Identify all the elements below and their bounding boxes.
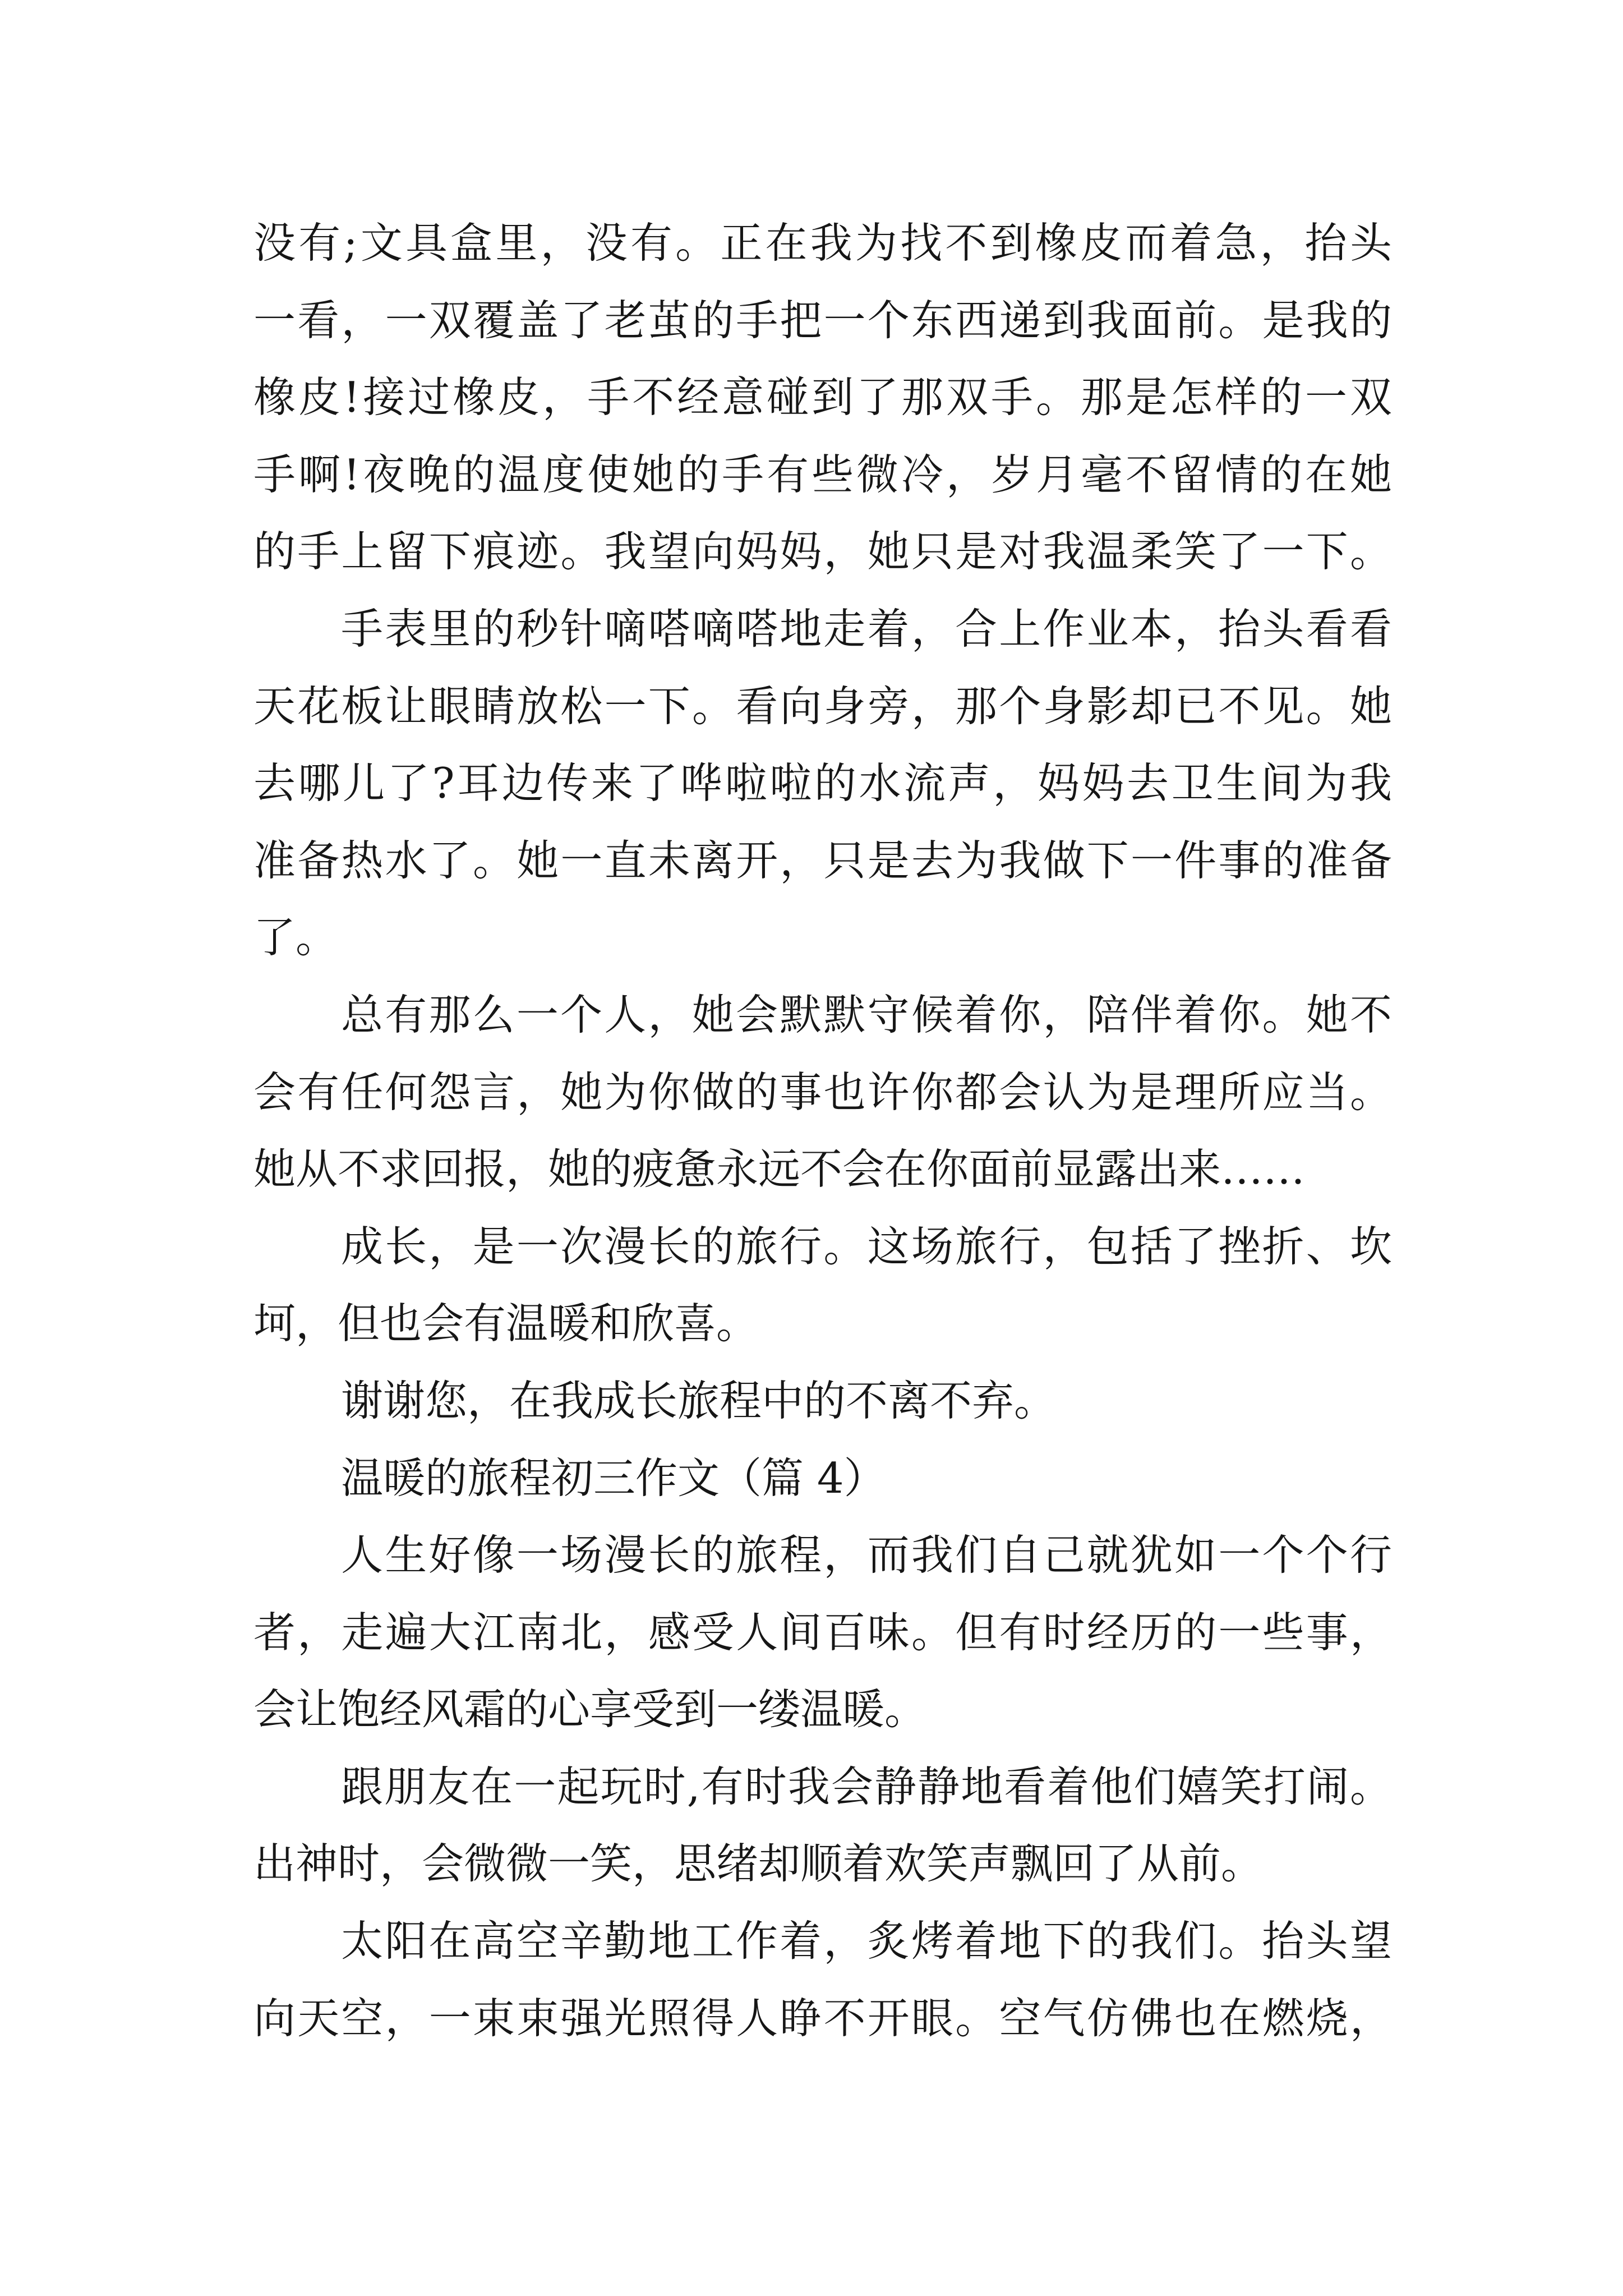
- text-line: 她从不求回报，她的疲惫永远不会在你面前显露出来……: [253, 1144, 1306, 1194]
- text-line: 天花板让眼睛放松一下。看向身旁，那个身影却已不见。她: [253, 681, 1392, 731]
- essay-body: [253, 205, 1392, 2057]
- text-line: 一看，一双覆盖了老茧的手把一个东西递到我面前。是我的: [253, 295, 1392, 345]
- text-line: 总有那么一个人，她会默默守候着你，陪伴着你。她不: [341, 990, 1392, 1039]
- text-line: 没有;文具盒里，没有。正在我为找不到橡皮而着急，抬头: [253, 218, 1392, 268]
- text-line: 会有任何怨言，她为你做的事也许你都会认为是理所应当。: [253, 1067, 1392, 1117]
- text-line: 去哪儿了?耳边传来了哗啦啦的水流声，妈妈去卫生间为我: [253, 758, 1392, 808]
- text-line: 手表里的秒针嘀嗒嘀嗒地走着，合上作业本，抬头看看: [341, 604, 1392, 654]
- text-line: 谢谢您，在我成长旅程中的不离不弃。: [341, 1375, 1057, 1425]
- text-line: 准备热水了。她一直未离开，只是去为我做下一件事的准备: [253, 835, 1392, 885]
- text-line: 成长，是一次漫长的旅行。这场旅行，包括了挫折、坎: [341, 1221, 1392, 1271]
- text-line: 橡皮!接过橡皮，手不经意碰到了那双手。那是怎样的一双: [253, 372, 1392, 422]
- text-line: 人生好像一场漫长的旅程，而我们自己就犹如一个个行: [341, 1530, 1392, 1580]
- text-line: 太阳在高空辛勤地工作着，炙烤着地下的我们。抬头望: [341, 1916, 1392, 1966]
- text-line: 坷，但也会有温暖和欣喜。: [253, 1299, 759, 1349]
- text-line: 手啊!夜晚的温度使她的手有些微冷，岁月毫不留情的在她: [253, 449, 1392, 499]
- text-line: 跟朋友在一起玩时,有时我会静静地看着他们嬉笑打闹。: [341, 1761, 1392, 1811]
- text-line: 会让饱经风霜的心享受到一缕温暖。: [253, 1685, 927, 1734]
- text-line: 出神时，会微微一笑，思绪却顺着欢笑声飘回了从前。: [253, 1839, 1264, 1889]
- text-line: 者，走遍大江南北，感受人间百味。但有时经历的一些事，: [253, 1607, 1392, 1657]
- section-heading: 温暖的旅程初三作文（篇 4）: [341, 1453, 886, 1503]
- text-line: 的手上留下痕迹。我望向妈妈，她只是对我温柔笑了一下。: [253, 527, 1392, 577]
- text-line: 向天空，一束束强光照得人睁不开眼。空气仿佛也在燃烧，: [253, 1993, 1392, 2043]
- text-line: 了。: [253, 913, 338, 963]
